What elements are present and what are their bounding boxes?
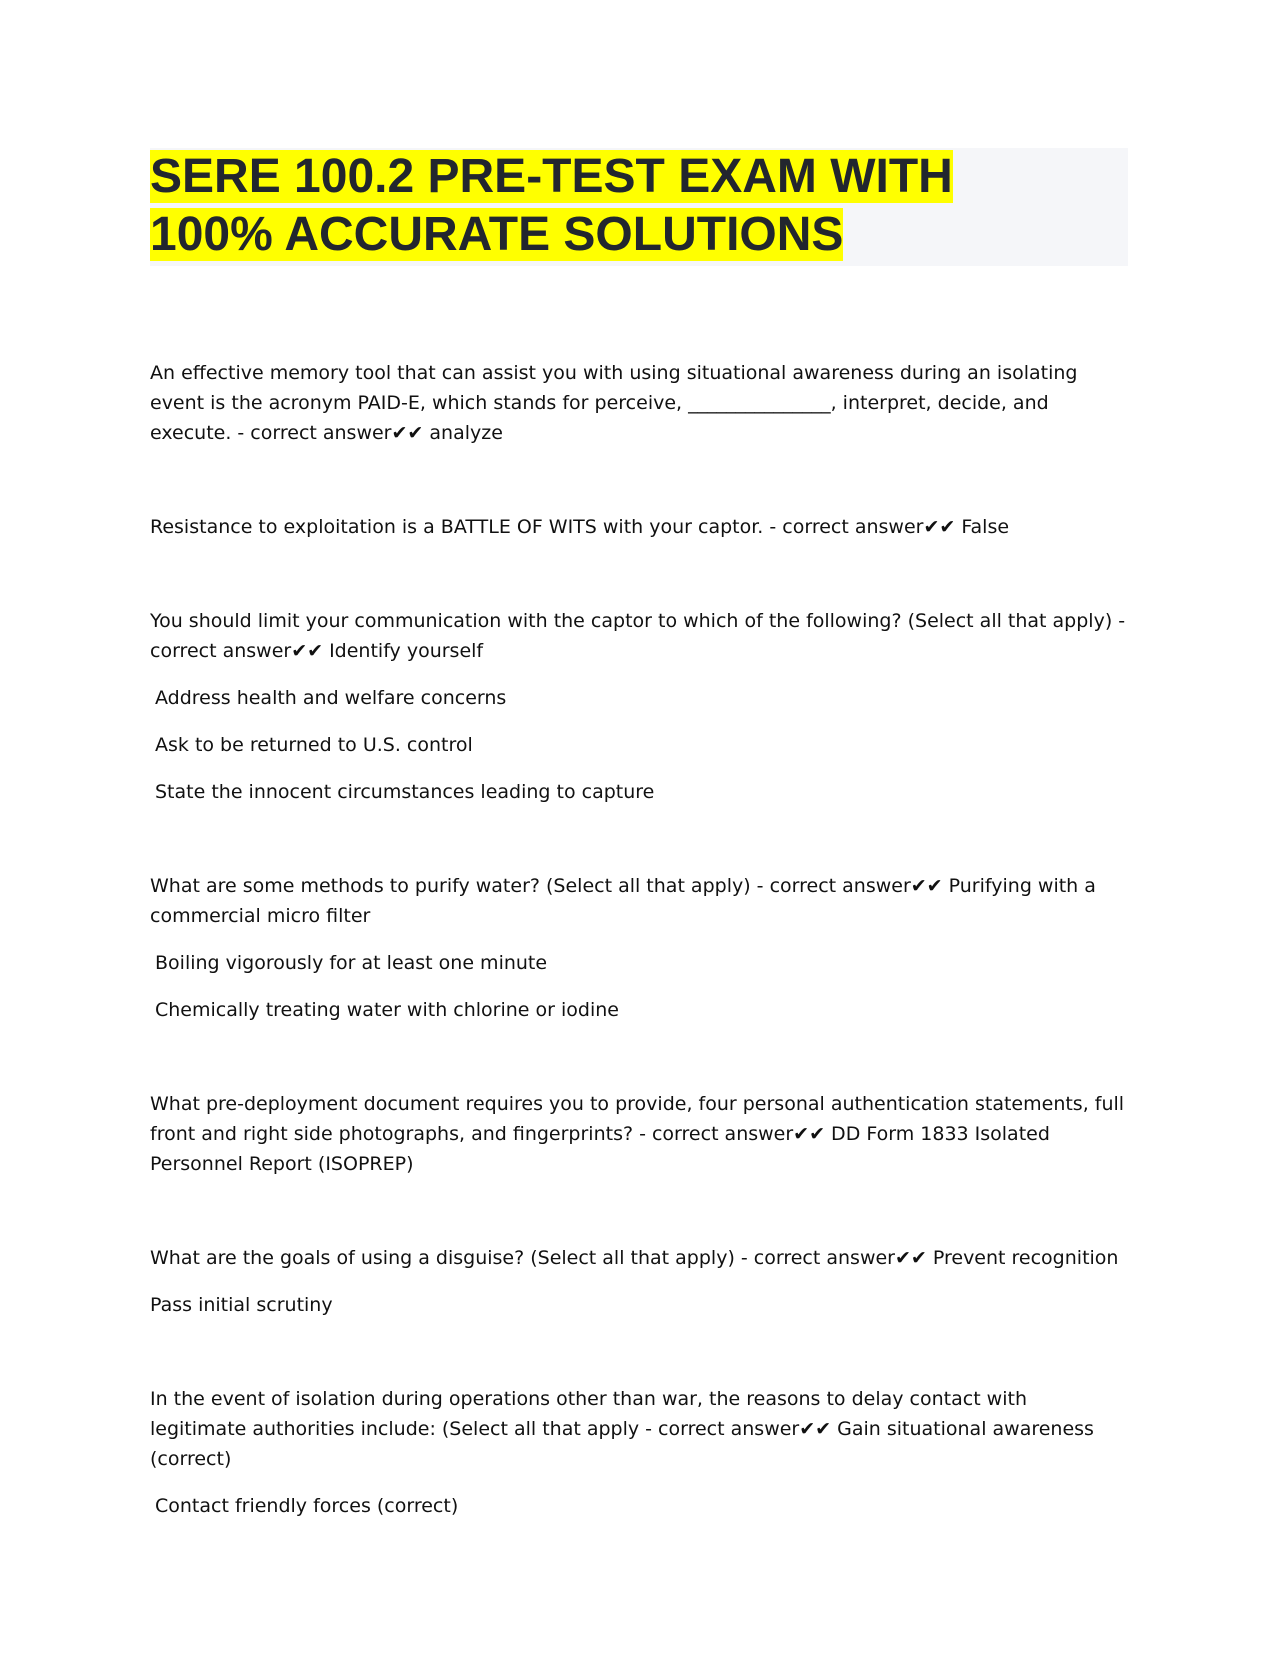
title-line-1: SERE 100.2 PRE-TEST EXAM WITH (150, 150, 953, 203)
document-title (150, 148, 953, 264)
qa-item-3 (150, 606, 1128, 807)
title-line-2: 100% ACCURATE SOLUTIONS (150, 208, 844, 261)
question-text: What pre-deployment document requires you to provide, four personal authentication statements, full front and right side photographs, and fingerprints? - correct answer✔✔ DD Form 1833 Isolated Personnel Report (ISOPREP) (150, 1093, 1125, 1175)
question-text: In the event of isolation during operations other than war, the reasons to delay contact with legitimate authorities include: (Select all that apply - correct answer✔✔ Gain situational awareness (correct) (150, 1388, 1094, 1470)
qa-item-2 (150, 512, 1128, 542)
question-text: What are some methods to purify water? (Select all that apply) - correct answer✔✔ Purifying with a commercial micro filter (150, 875, 1096, 927)
question-text: Resistance to exploitation is a BATTLE OF WITS with your captor. - correct answer✔✔ False (150, 516, 1010, 538)
qa-item-6 (150, 1243, 1128, 1320)
answer-option: Ask to be returned to U.S. control (155, 734, 473, 756)
qa-item-5 (150, 1089, 1128, 1179)
question-text: What are the goals of using a disguise? (Select all that apply) - correct answer✔✔ Prevent recognition (150, 1247, 1119, 1269)
question-text: You should limit your communication with the captor to which of the following? (Select all that apply) - correct answer✔✔ Identify yourself (150, 610, 1126, 662)
qa-item-7 (150, 1384, 1128, 1521)
answer-option: Address health and welfare concerns (155, 687, 507, 709)
qa-item-4 (150, 871, 1128, 1025)
answer-option: Chemically treating water with chlorine or iodine (155, 999, 619, 1021)
answer-option: Pass initial scrutiny (150, 1294, 333, 1316)
question-text: An effective memory tool that can assist you with using situational awareness during an isolating event is the acronym PAID-E, which stands for perceive, _______________, interpret, decide, and execute. - correct answer✔✔ analyze (150, 362, 1078, 444)
qa-list (150, 358, 1128, 1585)
qa-item-1 (150, 358, 1128, 448)
answer-option: State the innocent circumstances leading to capture (155, 781, 655, 803)
answer-option: Boiling vigorously for at least one minute (155, 952, 548, 974)
answer-option: Contact friendly forces (correct) (155, 1495, 459, 1517)
title-block (150, 148, 1128, 266)
